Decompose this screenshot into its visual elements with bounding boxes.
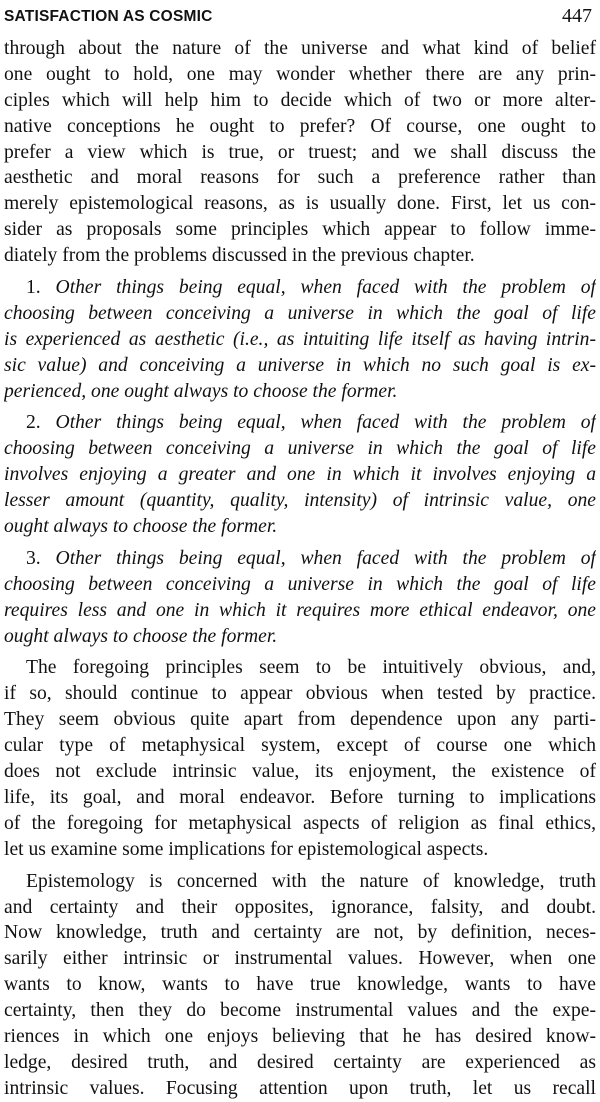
text-line: choosing between conceiving a universe in which the goal of life (4, 302, 596, 324)
text-line: if so, should continue to appear obvious when tested by practice. (4, 683, 596, 705)
text-line: The foregoing principles seem to be intuitively obvious, and, (26, 657, 596, 679)
text-line: let us examine some implications for epistemological aspects. (4, 838, 489, 860)
text-line: riences in which one enjoys believing that he has desired know- (4, 1025, 596, 1047)
text-line (4, 275, 596, 301)
principle-number: 1. (26, 277, 41, 299)
text-line: life, its goal, and moral endeavor. Before turning to implications (4, 786, 596, 808)
text-line: one ought to hold, one may wonder whether there are any prin- (4, 63, 596, 85)
book-page (4, 0, 596, 1099)
text-line: perienced, one ought always to choose the former. (4, 380, 398, 402)
text-line: Epistemology is concerned with the nature of knowledge, truth (26, 870, 596, 892)
principle-text: Other things being equal, when faced with the problem of (40, 547, 596, 569)
text-line: ledge, desired truth, and desired certainty are experienced as (4, 1051, 596, 1073)
paragraph (4, 655, 596, 862)
text-line: through about the nature of the universe and what kind of belief (4, 38, 596, 59)
text-line: ciples which will help him to decide which of two or more alter- (4, 89, 596, 111)
text-line: wants to know, wants to have true knowledge, wants to have (4, 974, 596, 996)
text-line: intrinsic values. Focusing attention upon truth, let us recall (4, 1077, 596, 1099)
numbered-principle (4, 546, 596, 650)
text-line: aesthetic and moral reasons for such a preference rather than (4, 167, 596, 189)
text-line: Now knowledge, truth and certainty are not, by definition, neces- (4, 922, 596, 944)
running-head (4, 2, 596, 30)
text-line (4, 410, 596, 436)
paragraph (4, 869, 596, 1102)
numbered-principle (4, 275, 596, 404)
text-line: does not exclude intrinsic value, its enjoyment, the existence of (4, 761, 596, 783)
text-line: of the foregoing for metaphysical aspects of religion as final ethics, (4, 812, 596, 834)
text-line (4, 546, 596, 572)
text-line: sider as proposals some principles which appear to follow imme- (4, 219, 596, 241)
numbered-principle (4, 410, 596, 539)
principle-number: 3. (26, 547, 41, 569)
running-title: SATISFACTION AS COSMIC (4, 8, 213, 25)
text-line: involves enjoying a greater and one in which it involves enjoying a (4, 464, 596, 486)
text-line: diately from the problems discussed in the previous chapter. (4, 245, 475, 267)
principle-text: Other things being equal, when faced with the problem of (40, 277, 596, 299)
text-line: certainty, then they do become instrumental values and the expe- (4, 1000, 596, 1022)
text-line: cular type of metaphysical system, except of course one which (4, 735, 596, 757)
text-line: sic value) and conceiving a universe in which no such goal is ex- (4, 354, 596, 376)
body-text (4, 36, 596, 1102)
text-line: lesser amount (quantity, quality, intensity) of intrinsic value, one (4, 490, 596, 512)
text-line: ought always to choose the former. (4, 516, 278, 538)
text-line: They seem obvious quite apart from dependence upon any parti- (4, 709, 596, 731)
text-line: choosing between conceiving a universe in which the goal of life (4, 573, 596, 595)
text-line: choosing between conceiving a universe in which the goal of life (4, 438, 596, 460)
text-line: and certainty and their opposites, ignorance, falsity, and doubt. (4, 896, 596, 918)
principle-number: 2. (26, 412, 41, 434)
text-line: ought always to choose the former. (4, 625, 278, 647)
text-line: merely epistemological reasons, as is usually done. First, let us con- (4, 193, 596, 215)
text-line: is experienced as aesthetic (i.e., as intuiting life itself as having intrin- (4, 328, 596, 350)
text-line: requires less and one in which it requires more ethical endeavor, one (4, 599, 596, 621)
text-line: sarily either intrinsic or instrumental values. However, when one (4, 948, 596, 970)
text-line: prefer a view which is true, or truest; and we shall discuss the (4, 141, 596, 163)
text-line: native conceptions he ought to prefer? Of course, one ought to (4, 115, 596, 137)
page-number: 447 (562, 5, 592, 27)
principle-text: Other things being equal, when faced with the problem of (40, 412, 596, 434)
paragraph (4, 36, 596, 269)
